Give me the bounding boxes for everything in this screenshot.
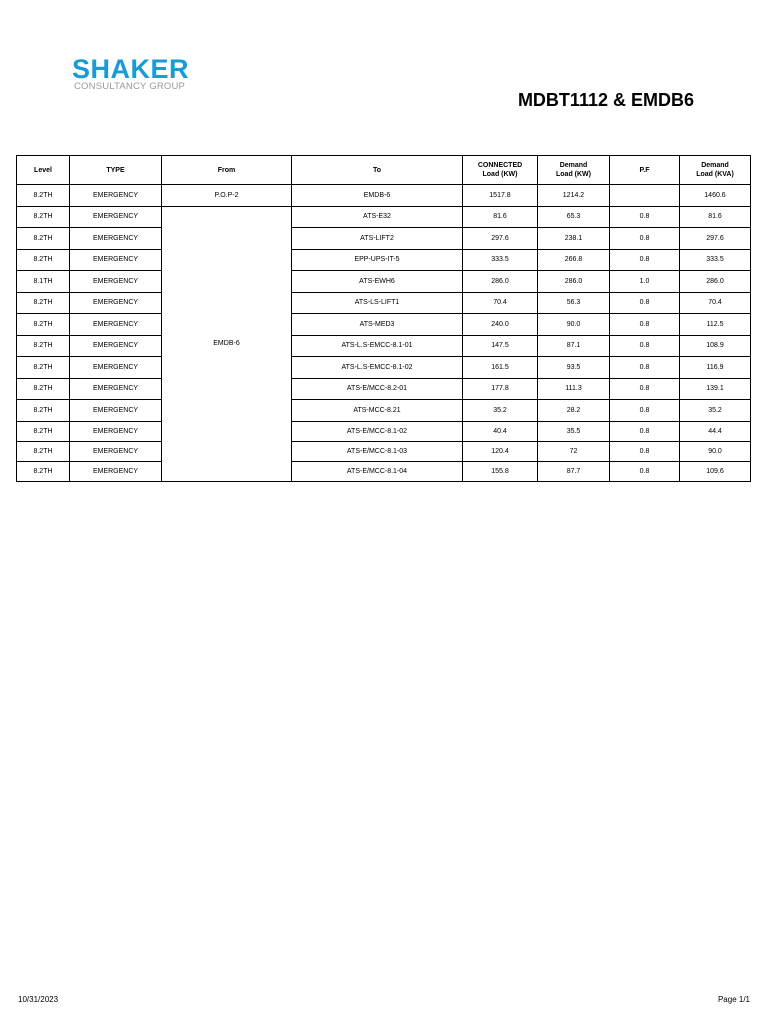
- cell-type: EMERGENCY: [70, 378, 162, 400]
- cell-connected-load: 155.8: [463, 461, 538, 481]
- cell-level: 8.2TH: [17, 400, 70, 422]
- cell-type: EMERGENCY: [70, 461, 162, 481]
- cell-type: EMERGENCY: [70, 249, 162, 271]
- cell-demand-kva: 108.9: [680, 335, 751, 357]
- cell-connected-load: 240.0: [463, 314, 538, 336]
- cell-from-merged: EMDB-6: [162, 206, 292, 481]
- cell-to: ATS-E/MCC-8.2-01: [292, 378, 463, 400]
- cell-demand-kva: 1460.6: [680, 185, 751, 207]
- cell-pf: 0.8: [610, 421, 680, 441]
- cell-demand-kva: 44.4: [680, 421, 751, 441]
- cell-level: 8.2TH: [17, 249, 70, 271]
- cell-level: 8.2TH: [17, 357, 70, 379]
- cell-demand-kva: 297.6: [680, 228, 751, 250]
- cell-demand-kw: 286.0: [538, 271, 610, 293]
- cell-level: 8.2TH: [17, 228, 70, 250]
- cell-demand-kw: 1214.2: [538, 185, 610, 207]
- cell-connected-load: 70.4: [463, 292, 538, 314]
- cell-pf: 0.8: [610, 357, 680, 379]
- cell-to: ATS-MED3: [292, 314, 463, 336]
- cell-to: ATS-L.S-EMCC-8.1-02: [292, 357, 463, 379]
- document-title: MDBT1112 & EMDB6: [517, 90, 694, 110]
- cell-type: EMERGENCY: [70, 400, 162, 422]
- cell-pf: 1.0: [610, 271, 680, 293]
- cell-demand-kw: 87.1: [538, 335, 610, 357]
- header-from: From: [162, 156, 292, 185]
- cell-demand-kva: 109.6: [680, 461, 751, 481]
- cell-pf: 0.8: [610, 441, 680, 461]
- cell-demand-kw: 238.1: [538, 228, 610, 250]
- cell-demand-kva: 139.1: [680, 378, 751, 400]
- table-row: [17, 249, 751, 271]
- cell-connected-load: 120.4: [463, 441, 538, 461]
- cell-type: EMERGENCY: [70, 206, 162, 228]
- cell-to: ATS-LS-LIFT1: [292, 292, 463, 314]
- cell-pf: 0.8: [610, 335, 680, 357]
- cell-to: EPP-UPS-IT-5: [292, 249, 463, 271]
- cell-level: 8.2TH: [17, 421, 70, 441]
- cell-type: EMERGENCY: [70, 441, 162, 461]
- header-power-factor: P.F: [610, 156, 680, 185]
- cell-type: EMERGENCY: [70, 335, 162, 357]
- cell-to: ATS-E/MCC-8.1-04: [292, 461, 463, 481]
- cell-pf: 0.8: [610, 461, 680, 481]
- cell-to: ATS-L.S-EMCC-8.1-01: [292, 335, 463, 357]
- cell-type: EMERGENCY: [70, 357, 162, 379]
- cell-level: 8.2TH: [17, 461, 70, 481]
- table-row: [17, 400, 751, 422]
- cell-pf: 0.8: [610, 400, 680, 422]
- cell-from: P.O.P-2: [162, 185, 292, 207]
- header-level: Level: [17, 156, 70, 185]
- cell-level: 8.2TH: [17, 185, 70, 207]
- cell-demand-kva: 70.4: [680, 292, 751, 314]
- cell-type: EMERGENCY: [70, 271, 162, 293]
- cell-type: EMERGENCY: [70, 421, 162, 441]
- header-type: TYPE: [70, 156, 162, 185]
- company-logo: [72, 56, 212, 92]
- header-to: To: [292, 156, 463, 185]
- cell-demand-kva: 333.5: [680, 249, 751, 271]
- cell-connected-load: 161.5: [463, 357, 538, 379]
- cell-to: ATS-LIFT2: [292, 228, 463, 250]
- table-row: [17, 314, 751, 336]
- cell-connected-load: 35.2: [463, 400, 538, 422]
- cell-pf: 0.8: [610, 228, 680, 250]
- table-row: [17, 271, 751, 293]
- cell-level: 8.2TH: [17, 335, 70, 357]
- table-row: [17, 357, 751, 379]
- cell-level: 8.2TH: [17, 314, 70, 336]
- cell-to: ATS-E32: [292, 206, 463, 228]
- cell-to: ATS-E/MCC-8.1-02: [292, 421, 463, 441]
- table-row: [17, 461, 751, 481]
- table-row: [17, 378, 751, 400]
- cell-demand-kw: 65.3: [538, 206, 610, 228]
- logo-wordmark: SHAKER: [72, 54, 190, 84]
- header-connected-load: CONNECTED Load (KW): [463, 156, 538, 185]
- cell-connected-load: 297.6: [463, 228, 538, 250]
- cell-demand-kva: 35.2: [680, 400, 751, 422]
- cell-type: EMERGENCY: [70, 314, 162, 336]
- table-row: [17, 228, 751, 250]
- table-row: [17, 206, 751, 228]
- cell-connected-load: 40.4: [463, 421, 538, 441]
- cell-type: EMERGENCY: [70, 292, 162, 314]
- cell-level: 8.1TH: [17, 271, 70, 293]
- cell-demand-kva: 112.5: [680, 314, 751, 336]
- cell-demand-kva: 90.0: [680, 441, 751, 461]
- cell-pf: 0.8: [610, 206, 680, 228]
- cell-connected-load: 177.8: [463, 378, 538, 400]
- table-row: [17, 441, 751, 461]
- cell-demand-kva: 116.9: [680, 357, 751, 379]
- cell-demand-kw: 72: [538, 441, 610, 461]
- load-schedule-table: [16, 155, 751, 482]
- table-row: [17, 335, 751, 357]
- cell-demand-kw: 90.0: [538, 314, 610, 336]
- cell-type: EMERGENCY: [70, 185, 162, 207]
- cell-connected-load: 1517.8: [463, 185, 538, 207]
- cell-connected-load: 81.6: [463, 206, 538, 228]
- cell-connected-load: 333.5: [463, 249, 538, 271]
- footer-date: 10/31/2023: [18, 995, 59, 1004]
- table-row: [17, 185, 751, 207]
- cell-demand-kva: 81.6: [680, 206, 751, 228]
- cell-level: 8.2TH: [17, 441, 70, 461]
- cell-demand-kva: 286.0: [680, 271, 751, 293]
- cell-level: 8.2TH: [17, 206, 70, 228]
- cell-to: ATS-MCC-8.21: [292, 400, 463, 422]
- cell-demand-kw: 266.8: [538, 249, 610, 271]
- cell-demand-kw: 28.2: [538, 400, 610, 422]
- cell-pf: 0.8: [610, 249, 680, 271]
- cell-demand-kw: 111.3: [538, 378, 610, 400]
- header-demand-load-kva: Demand Load (KVA): [680, 156, 751, 185]
- cell-pf: 0.8: [610, 378, 680, 400]
- table-header-row: [17, 156, 751, 185]
- cell-level: 8.2TH: [17, 378, 70, 400]
- table-row: [17, 292, 751, 314]
- cell-connected-load: 147.5: [463, 335, 538, 357]
- header-demand-load-kw: Demand Load (KW): [538, 156, 610, 185]
- cell-type: EMERGENCY: [70, 228, 162, 250]
- cell-to: ATS-E/MCC-8.1-03: [292, 441, 463, 461]
- cell-to: EMDB-6: [292, 185, 463, 207]
- cell-connected-load: 286.0: [463, 271, 538, 293]
- table-row: [17, 421, 751, 441]
- cell-demand-kw: 35.5: [538, 421, 610, 441]
- page-number: Page 1/1: [717, 995, 750, 1004]
- cell-pf: 0.8: [610, 292, 680, 314]
- cell-demand-kw: 93.5: [538, 357, 610, 379]
- cell-pf: [610, 185, 680, 207]
- cell-level: 8.2TH: [17, 292, 70, 314]
- logo-tagline: CONSULTANCY GROUP: [74, 81, 186, 92]
- cell-demand-kw: 56.3: [538, 292, 610, 314]
- cell-to: ATS-EWH6: [292, 271, 463, 293]
- cell-demand-kw: 87.7: [538, 461, 610, 481]
- cell-pf: 0.8: [610, 314, 680, 336]
